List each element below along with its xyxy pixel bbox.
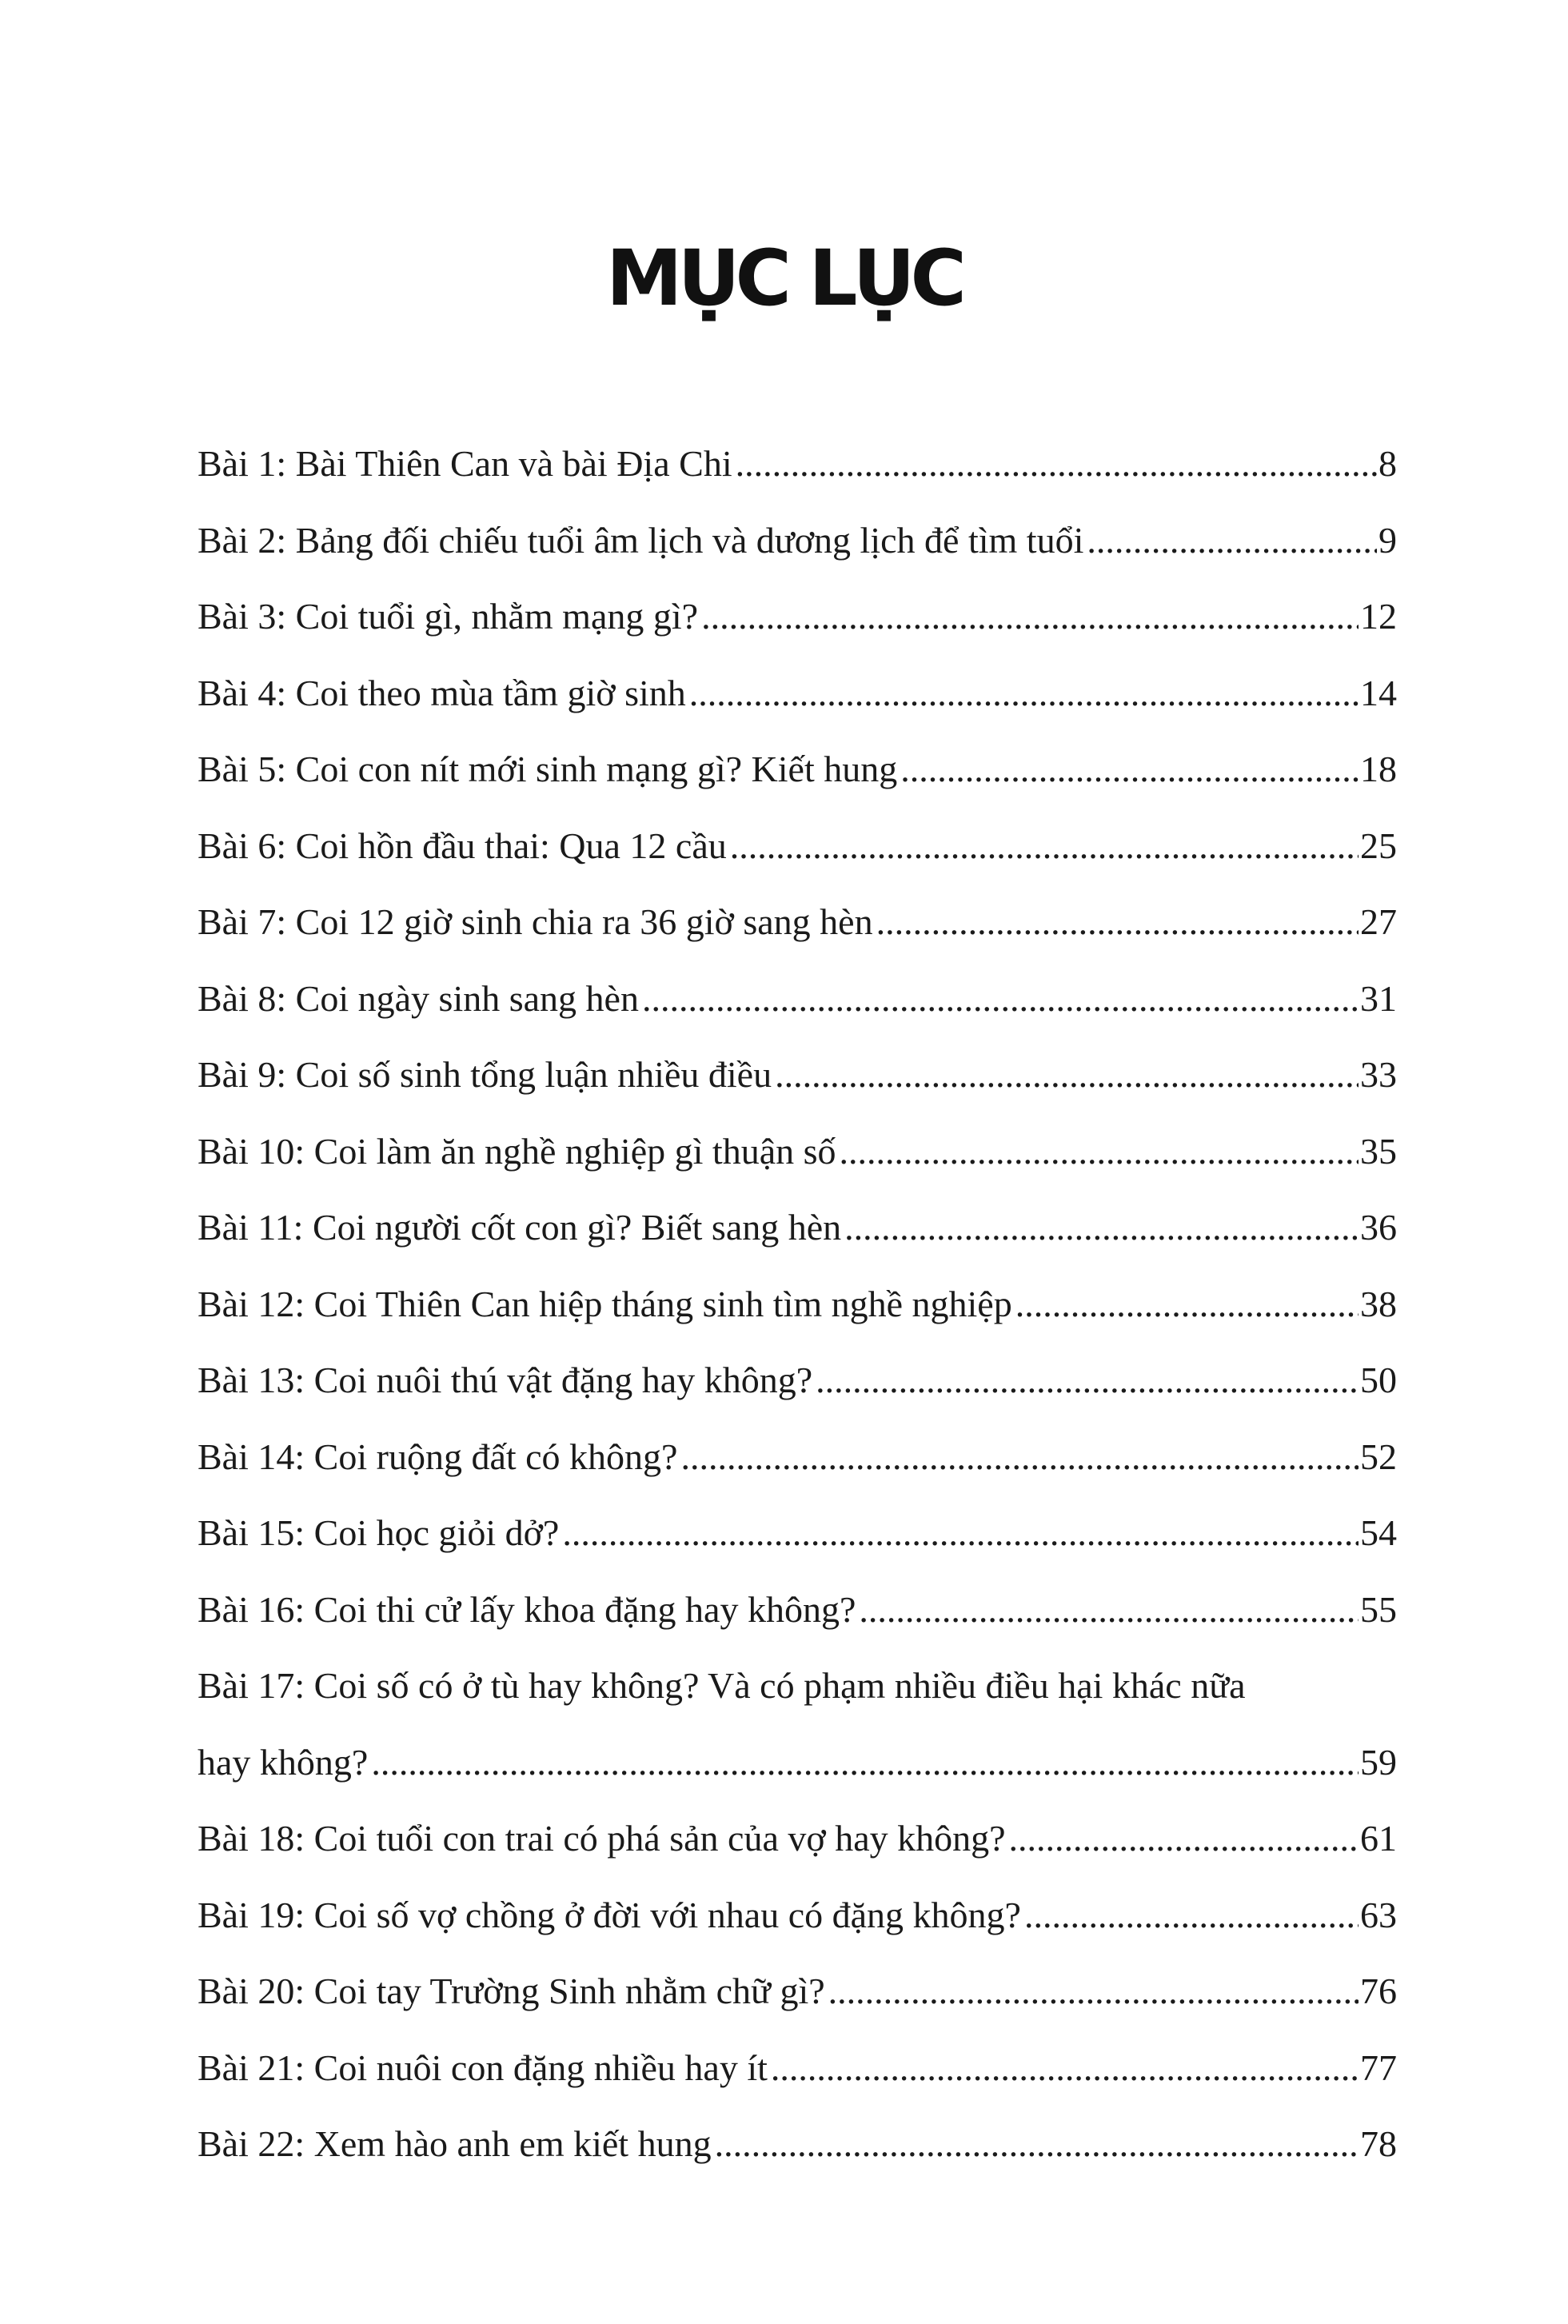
dot-leader bbox=[562, 1495, 1359, 1571]
dot-leader bbox=[680, 1419, 1359, 1495]
toc-entry-18[interactable] bbox=[197, 1800, 1397, 1877]
toc-entry-20[interactable] bbox=[197, 1953, 1397, 2030]
toc-page-number: 61 bbox=[1360, 1818, 1397, 1859]
dot-leader bbox=[1009, 1800, 1359, 1877]
toc-entry-label: Bài 17: Coi số có ở tù hay không? Và có phạm nhiều điều hại khác nữa bbox=[197, 1665, 1246, 1706]
toc-page-number: 54 bbox=[1360, 1512, 1397, 1553]
dot-leader bbox=[730, 808, 1359, 884]
toc-entry-label: Bài 2: Bảng đối chiếu tuổi âm lịch và dương lịch để tìm tuổi bbox=[197, 519, 1084, 561]
toc-entry-6[interactable] bbox=[197, 808, 1397, 884]
toc-entry-17[interactable] bbox=[197, 1647, 1397, 1724]
toc-entry-14[interactable] bbox=[197, 1419, 1397, 1495]
toc-entry-label: Bài 5: Coi con nít mới sinh mạng gì? Kiết hung bbox=[197, 749, 898, 789]
toc-page-number: 38 bbox=[1360, 1283, 1397, 1324]
toc-entry-label: Bài 22: Xem hào anh em kiết hung bbox=[197, 2123, 712, 2164]
toc-entry-label: Bài 12: Coi Thiên Can hiệp tháng sinh tìm nghề nghiệp bbox=[197, 1283, 1012, 1324]
toc-page-number: 14 bbox=[1360, 672, 1397, 713]
dot-leader bbox=[371, 1724, 1359, 1801]
dot-leader bbox=[715, 2106, 1359, 2182]
toc-page-number: 31 bbox=[1360, 977, 1397, 1019]
toc-page-number: 59 bbox=[1360, 1741, 1397, 1783]
toc-entry-label: Bài 16: Coi thi cử lấy khoa đặng hay không? bbox=[197, 1588, 856, 1630]
toc-entry-19[interactable] bbox=[197, 1877, 1397, 1954]
dot-leader bbox=[844, 1189, 1359, 1266]
toc-entry-label: Bài 10: Coi làm ăn nghề nghiệp gì thuận số bbox=[197, 1130, 836, 1172]
toc-entry-10[interactable] bbox=[197, 1113, 1397, 1190]
toc-entry-label: Bài 14: Coi ruộng đất có không? bbox=[197, 1436, 678, 1477]
toc-entry-label: Bài 3: Coi tuổi gì, nhằm mạng gì? bbox=[197, 596, 699, 637]
dot-leader bbox=[1087, 502, 1377, 579]
toc-entry-12[interactable] bbox=[197, 1266, 1397, 1343]
toc-entry-17-continued[interactable] bbox=[197, 1724, 1397, 1801]
toc-entry-label: Bài 7: Coi 12 giờ sinh chia ra 36 giờ sang hèn bbox=[197, 901, 873, 942]
toc-page-number: 78 bbox=[1360, 2123, 1397, 2164]
dot-leader bbox=[689, 655, 1359, 732]
toc-entry-label: Bài 8: Coi ngày sinh sang hèn bbox=[197, 977, 639, 1019]
dot-leader bbox=[816, 1342, 1359, 1419]
toc-entry-label: Bài 9: Coi số sinh tổng luận nhiều điều bbox=[197, 1054, 772, 1095]
toc-entry-label: Bài 1: Bài Thiên Can và bài Địa Chi bbox=[197, 443, 732, 484]
dot-leader bbox=[900, 731, 1359, 808]
dot-leader bbox=[828, 1953, 1359, 2030]
toc-entry-13[interactable] bbox=[197, 1342, 1397, 1419]
toc-page-number: 27 bbox=[1360, 901, 1397, 942]
toc-entry-3[interactable] bbox=[197, 578, 1397, 655]
toc-entry-label: Bài 19: Coi số vợ chồng ở đời với nhau có đặng không? bbox=[197, 1894, 1021, 1935]
dot-leader bbox=[701, 578, 1359, 655]
toc-entry-1[interactable] bbox=[197, 425, 1397, 502]
dot-leader bbox=[859, 1571, 1359, 1648]
dot-leader bbox=[840, 1113, 1359, 1190]
toc-page-number: 25 bbox=[1360, 825, 1397, 866]
toc-entry-label: Bài 20: Coi tay Trường Sinh nhằm chữ gì? bbox=[197, 1971, 825, 2011]
dot-leader bbox=[642, 960, 1359, 1037]
toc-page-number: 36 bbox=[1360, 1207, 1397, 1248]
toc-entry-21[interactable] bbox=[197, 2030, 1397, 2106]
toc-page-number: 12 bbox=[1360, 596, 1397, 637]
toc-entry-16[interactable] bbox=[197, 1571, 1397, 1648]
dot-leader bbox=[775, 1036, 1359, 1113]
toc-entry-5[interactable] bbox=[197, 731, 1397, 808]
toc-entry-4[interactable] bbox=[197, 655, 1397, 732]
toc-entry-9[interactable] bbox=[197, 1036, 1397, 1113]
dot-leader bbox=[1015, 1266, 1359, 1343]
table-of-contents bbox=[197, 425, 1397, 2182]
toc-page-number: 35 bbox=[1360, 1130, 1397, 1172]
toc-page-number: 50 bbox=[1360, 1360, 1397, 1400]
page-title: MỤC LỤC bbox=[606, 234, 962, 323]
toc-entry-label: Bài 18: Coi tuổi con trai có phá sản của vợ hay không? bbox=[197, 1818, 1006, 1859]
dot-leader bbox=[736, 425, 1377, 502]
toc-page-number: 18 bbox=[1360, 749, 1397, 789]
toc-entry-label: Bài 21: Coi nuôi con đặng nhiều hay ít bbox=[197, 2046, 768, 2088]
toc-page-number: 9 bbox=[1378, 519, 1397, 561]
toc-entry-label: Bài 4: Coi theo mùa tầm giờ sinh bbox=[197, 672, 686, 713]
toc-page-number: 77 bbox=[1360, 2046, 1397, 2088]
toc-page-number: 52 bbox=[1360, 1436, 1397, 1477]
dot-leader bbox=[876, 884, 1359, 960]
toc-entry-label: Bài 6: Coi hồn đầu thai: Qua 12 cầu bbox=[197, 825, 727, 866]
toc-entry-2[interactable] bbox=[197, 502, 1397, 579]
toc-entry-label-continued: hay không? bbox=[197, 1741, 369, 1783]
toc-entry-15[interactable] bbox=[197, 1495, 1397, 1571]
toc-entry-label: Bài 13: Coi nuôi thú vật đặng hay không? bbox=[197, 1360, 813, 1400]
toc-entry-8[interactable] bbox=[197, 960, 1397, 1037]
dot-leader bbox=[771, 2030, 1359, 2106]
dot-leader bbox=[1024, 1877, 1359, 1954]
toc-entry-label: Bài 15: Coi học giỏi dở? bbox=[197, 1512, 560, 1553]
toc-page-number: 63 bbox=[1360, 1894, 1397, 1935]
toc-page-number: 76 bbox=[1360, 1971, 1397, 2011]
toc-page-number: 8 bbox=[1378, 443, 1397, 484]
toc-entry-11[interactable] bbox=[197, 1189, 1397, 1266]
toc-page-number: 33 bbox=[1360, 1054, 1397, 1095]
toc-page-number: 55 bbox=[1360, 1588, 1397, 1630]
toc-entry-7[interactable] bbox=[197, 884, 1397, 960]
toc-entry-22[interactable] bbox=[197, 2106, 1397, 2182]
toc-entry-label: Bài 11: Coi người cốt con gì? Biết sang hèn bbox=[197, 1207, 842, 1248]
